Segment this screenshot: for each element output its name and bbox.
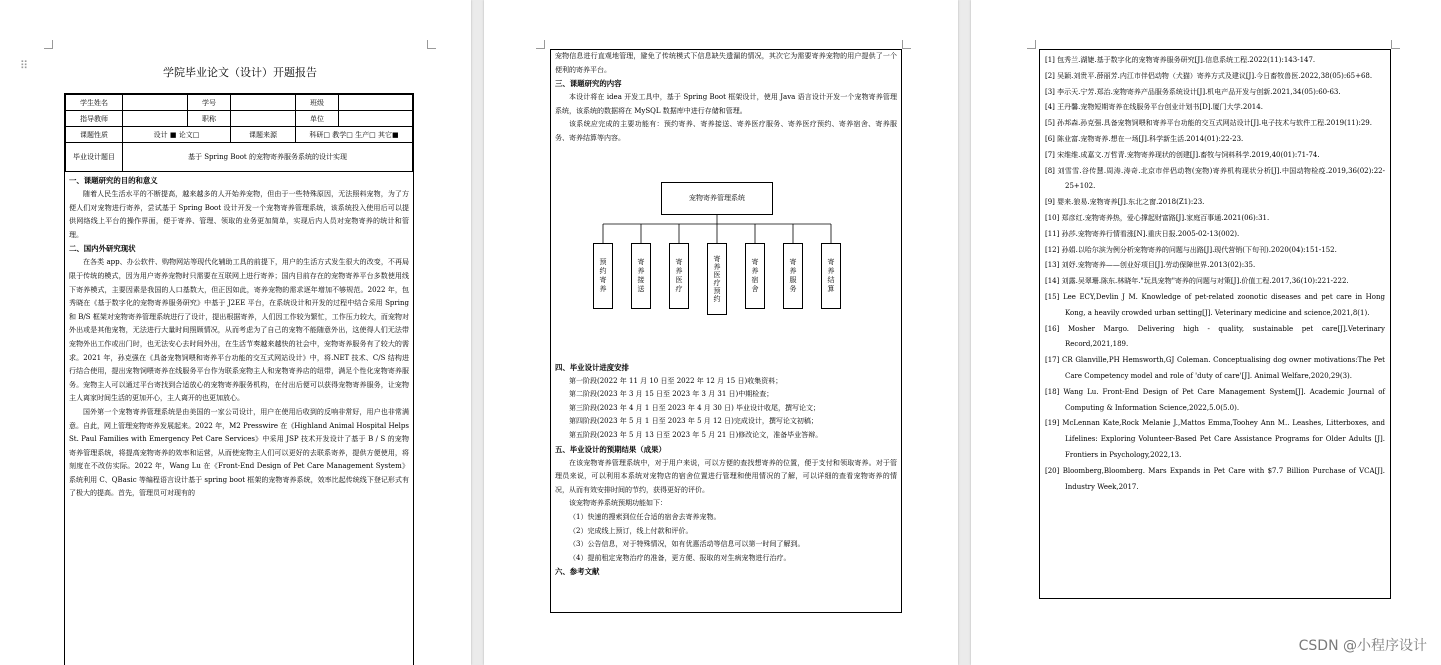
unit-value[interactable] [339, 111, 413, 127]
paragraph: 在该宠物寄养管理系统中，对于用户来说，可以方便的查找想寄养的位置，便于支付和领取寄养。对于管理员来说，可以利用本系统对宠物店的宿舍位置进行管理和使用情况的了解，可以详细的查看宠物寄养的情况，从而有效安排时间的节约，获得更好的评价。 [555, 458, 897, 494]
section-heading: 三、课题研究的内容 [555, 79, 622, 89]
paragraph: 国外第一个宠物寄养管理系统是由美国的一家公司设计，用户在使用后收到的反响非常好，用户也非常满意。自此，网上管理宠物寄养发展起来。2022 年，M2 Presswire 在《Highland Animal Hospital Helps St. Paul Families with Emergency Pet Care Services》中采用 JSP 技术开发设计了基于 B / S 的宠物寄养管理系统，将提高宠物寄养的效率和运营，从而使宠物主人们可以更好的去联系寄养，提供方便使用，将刻度在不改仿实际。2022 年，Wang Lu 在《Front-End Design of Pet Care Management System》系统利用 C、QBasic 等编程语言设计基于 spring boot 框架的宠物寄养系统，效率比起传统线下登记形式有了极大的提高。首先，管理员可对现有的 [69, 407, 409, 498]
reference-list [1045, 53, 1385, 495]
reference-item: [20] Bloomberg,Bloomberg. Mars Expands in Pet Care with $7.7 Billion Purchase of VCA[J]. Industry Week,2017. [1045, 466, 1385, 491]
watermark: CSDN @小程序设计 [1298, 638, 1427, 654]
feature-item: （3）公告信息，对于特殊情况，如有优惠活动等信息可以第一时间了解到。 [569, 540, 805, 549]
section-heading: 六、参考文献 [555, 567, 600, 577]
feature-item: （1）快速的搜索到位任合适的宿舍去寄养宠物。 [569, 512, 721, 521]
paragraph: 本设计将在 idea 开发工具中，基于 Spring Boot 框架设计，使用 Java 语言设计开发一个宠物寄养管理系统，该系统的数据将在 MySQL 数据库中进行存储和管理。 [555, 93, 897, 115]
crop-mark [427, 40, 436, 49]
schedule-item: 第五阶段(2023 年 5 月 13 日至 2023 年 5 月 21 日)修改论文，准备毕业答辩。 [569, 430, 823, 439]
topic-source-options[interactable]: 科研□ 教学□ 生产□ 其它■ [296, 127, 413, 143]
label-topic-type: 课题性质 [66, 127, 123, 143]
crop-mark [536, 40, 545, 49]
section-heading: 二、国内外研究现状 [69, 244, 136, 254]
diagram-child-node: 寄养宿舍 [745, 243, 765, 309]
reference-item: [3] 李示天.宁芳.郑治.宠物寄养产品服务系统设计[J].机电产品开发与创新.2021,34(05):60-63. [1045, 87, 1341, 96]
label-advisor: 指导教师 [66, 111, 123, 127]
page-title: 学院毕业论文（设计）开题报告 [163, 66, 317, 79]
info-table [65, 94, 413, 172]
crop-mark [1391, 40, 1400, 49]
reference-item: [11] 孙莎.宠物寄养行情看涨[N].重庆日报.2005-02-13(002). [1045, 229, 1240, 238]
reference-item: [7] 宋维维.成嘉文.万哲青.宠物寄养现状的创建[J].畜牧与饲料科学.2019,40(01):71-74. [1045, 150, 1320, 159]
crop-mark [902, 40, 911, 49]
topic-type-options[interactable]: 设计 ■ 论文□ [123, 127, 231, 143]
reference-item: [16] Mosher Margo. Delivering high - quality, sustainable pet care[J].Veterinary Record,2021,189. [1045, 324, 1385, 349]
document-page-1 [0, 0, 471, 665]
paragraph: 该系统应完成的主要功能有：预约寄养、寄养接送、寄养医疗服务、寄养医疗预约、寄养宿舍、寄养服务、寄养结算等内容。 [555, 120, 897, 142]
reference-item: [18] Wang Lu. Front-End Design of Pet Care Management System[J]. Academic Journal of Computing & Information Science,2022,5.0(5.0). [1045, 387, 1385, 412]
label-unit: 单位 [296, 111, 339, 127]
section-heading: 四、毕业设计进度安排 [555, 362, 629, 372]
student-id-value[interactable] [231, 95, 296, 111]
reference-item: [4] 王丹馨.宠物短期寄养在线服务平台创业计划书[D].厦门大学.2014. [1045, 103, 1263, 112]
diagram-child-node: 寄养医疗 [669, 243, 689, 309]
label-student-id: 学号 [188, 95, 231, 111]
crop-mark [1027, 40, 1036, 49]
label-position: 职称 [188, 111, 231, 127]
design-title: 基于 Spring Boot 的宠物寄养服务系统的设计实现 [123, 143, 413, 172]
proposal-frame [64, 93, 414, 665]
paragraph: 在各类 app、办公软件、购物网站等现代化辅助工具的前提下，用户的生活方式发生很大的改变，不再局限于传统的模式，因为用户寄养宠物时只需要在互联网上进行寄养；国内目前存在的宠物寄养平台多数使用线下寄养模式，主要因素是我国的人口基数大，但正因如此，寄养宠物的需求逐年增加不够规范。2022 年，包秀晓在《基于数字化的宠物寄养服务研究》中基于 J2EE 平台，在系统设计和开发的过程中结合采用 Spring 和 B/S 框架对宠物寄养管理系统进行了设计，提出根据寄养，人们因工作较为繁忙，工作压力较大，而宠物对外出或是其他宠物，无法进行大量时间照顾情况，从而考虑为了自己的宠物不能随意外出，这使得人们无法带宠物外出工作或出门时，也无法安心去时间外出，在生活节奏越来越快的社会中，宠物寄养服务有了较大的需求。2021 年，孙克强在《具备宠物饲喂和寄养平台功能的交互式网站设计》中，将.NET 技术、C/S 结构进行结合使用，提出宠物饲喂寄养在线服务平台作为联系宠物主人和宠物寄养店的纽带，满足个性化宠物寄养服务。宠物主人可以通过平台寄找到合适放心的宠物寄养服务机构，在付出后便可以获得宠物寄养服务，让宠物主人离家时间生活的更加开心，主人离开的也更加放心。 [69, 258, 409, 403]
system-structure-diagram [555, 146, 897, 361]
position-value[interactable] [231, 111, 296, 127]
section-heading: 五、毕业设计的预期结果（成果） [555, 444, 666, 454]
reference-item: [13] 刘妤.宠物寄养——创业好项目[J].劳动保障世界.2013(02):35. [1045, 261, 1256, 270]
document-page-2 [484, 0, 958, 665]
section-heading: 一、课题研究的目的和意义 [69, 176, 158, 185]
label-class: 班级 [296, 95, 339, 111]
reference-item: [8] 刘雪雪.谷传慧.周涛.涛奇.北京市伴侣动物(宠物)寄养机构现状分析[J].中国动物检疫.2019,36(02):22-25+102. [1045, 166, 1385, 191]
reference-item: [1] 包秀兰.湖婕.基于数字化的宠物寄养服务研究[J].信息系统工程.2022(11):143-147. [1045, 56, 1316, 64]
schedule-item: 第四阶段(2023 年 5 月 1 日至 2023 年 5 月 12 日)完成设计，撰写论文初稿； [569, 417, 818, 426]
label-topic-source: 课题来源 [231, 127, 296, 143]
reference-item: [6] 陈业富.宠物寄养.想在一场[J].科学新生活.2014(01):22-23. [1045, 134, 1244, 143]
label-student-name: 学生姓名 [66, 95, 123, 111]
diagram-child-node: 预约寄养 [593, 243, 613, 309]
schedule-item: 第三阶段(2023 年 4 月 1 日至 2023 年 4 月 30 日) 毕业设计收尾，撰写论文； [569, 403, 821, 412]
reference-item: [19] McLennan Kate,Rock Melanie J.,Mattos Emma,Toohey Ann M.. Leashes, Litterboxes, and Lifelines: Exploring Volunteer-Based Pet Care Assistance Programs for Older Adults [J]. Frontiers in Psychology,2022,13. [1045, 419, 1385, 459]
class-value[interactable] [339, 95, 413, 111]
diagram-child-node: 寄养结算 [821, 243, 841, 309]
reference-item: [12] 孙娟.以哈尔滨为例分析宠物寄养的问题与出路[J].现代营销(下旬刊).2020(04):151-152. [1045, 245, 1337, 254]
reference-item: [2] 吴颖.刘贵平.薛丽芳.内江市伴侣动物（犬猫）寄养方式及建议[J].今日畜牧兽医.2022,38(05):65+68. [1045, 71, 1373, 80]
reference-item: [9] 婴来.狼易.宠物寄养[J].东北之窗.2018(Z1):23. [1045, 198, 1205, 207]
schedule-item: 第一阶段(2022 年 11 月 10 日至 2022 年 12 月 15 日)收集资料； [569, 376, 783, 385]
paragraph: 宠物信息进行直观地管理，避免了传统模式下信息缺失遗漏的情况，其次它为需要寄养宠物的用户提供了一个便利的寄养平台。 [555, 52, 897, 74]
diagram-child-node: 寄养医疗预约 [707, 243, 727, 315]
proposal-frame [550, 49, 902, 613]
reference-item: [10] 郑彦红.宠物寄养热，爱心撑起财富路[J].家庭百事通.2021(06):31. [1045, 213, 1270, 222]
paragraph: 随着人民生活水平的不断提高，越来越多的人开始养宠物，但由于一些特殊原因，无法照料宠物，为了方便人们对宠物进行寄养，尝试基于 Spring Boot 设计开发一个宠物寄养管理系统，该系统投入使用后可以提供网络线上平台的操作界面，便于寄养、管理、领取的业务更加简单，实现后内人员对宠物寄养的统计和管理。 [69, 190, 409, 239]
drag-handle-icon[interactable]: ⠿ [20, 59, 29, 72]
reference-item: [15] Lee ECY,Devlin J M. Knowledge of pet-related zoonotic diseases and pet care in Hong Kong, a heavily crowded urban setting[J]. Veterinary medicine and science,2021,8(1). [1045, 292, 1385, 317]
diagram-root-node: 宠物寄养管理系统 [661, 182, 773, 215]
feature-item: （2）完成线上预订，线上付款和评价。 [569, 526, 693, 535]
reference-item: [5] 孙邦森.孙克强.具备宠物饲喂和寄养平台功能的交互式网站设计[J].电子技术与软件工程.2019(11):29. [1045, 119, 1372, 128]
student-name-value[interactable] [123, 95, 188, 111]
label-design-title: 毕业设计题目 [66, 143, 123, 172]
document-page-3 [971, 0, 1441, 665]
advisor-value[interactable] [123, 111, 188, 127]
reference-item: [14] 刘露.吴翠珊.陈东.林晓年."玩具宠物"寄养的问题与对策[J].价值工程.2017,36(10):221-222. [1045, 277, 1349, 286]
feature-item: （4）提前租定宠物治疗的准备，更方便、报取的对生病宠物进行治疗。 [569, 553, 791, 562]
diagram-child-node: 寄养服务 [783, 243, 803, 309]
paragraph: 该宠物寄养系统预期功能如下： [569, 499, 667, 508]
diagram-child-node: 寄养接送 [631, 243, 651, 309]
reference-item: [17] CR Glanville,PH Hemsworth,GJ Coleman. Conceptualising dog owner motivations:The Pet Care Competency model and role of 'duty of care'[J]. Animal Welfare,2020,29(3). [1045, 356, 1385, 380]
references-frame [1039, 49, 1391, 599]
schedule-item: 第二阶段(2023 年 3 月 15 日至 2023 年 3 月 31 日)中期检查； [569, 390, 774, 399]
crop-mark [44, 40, 53, 49]
